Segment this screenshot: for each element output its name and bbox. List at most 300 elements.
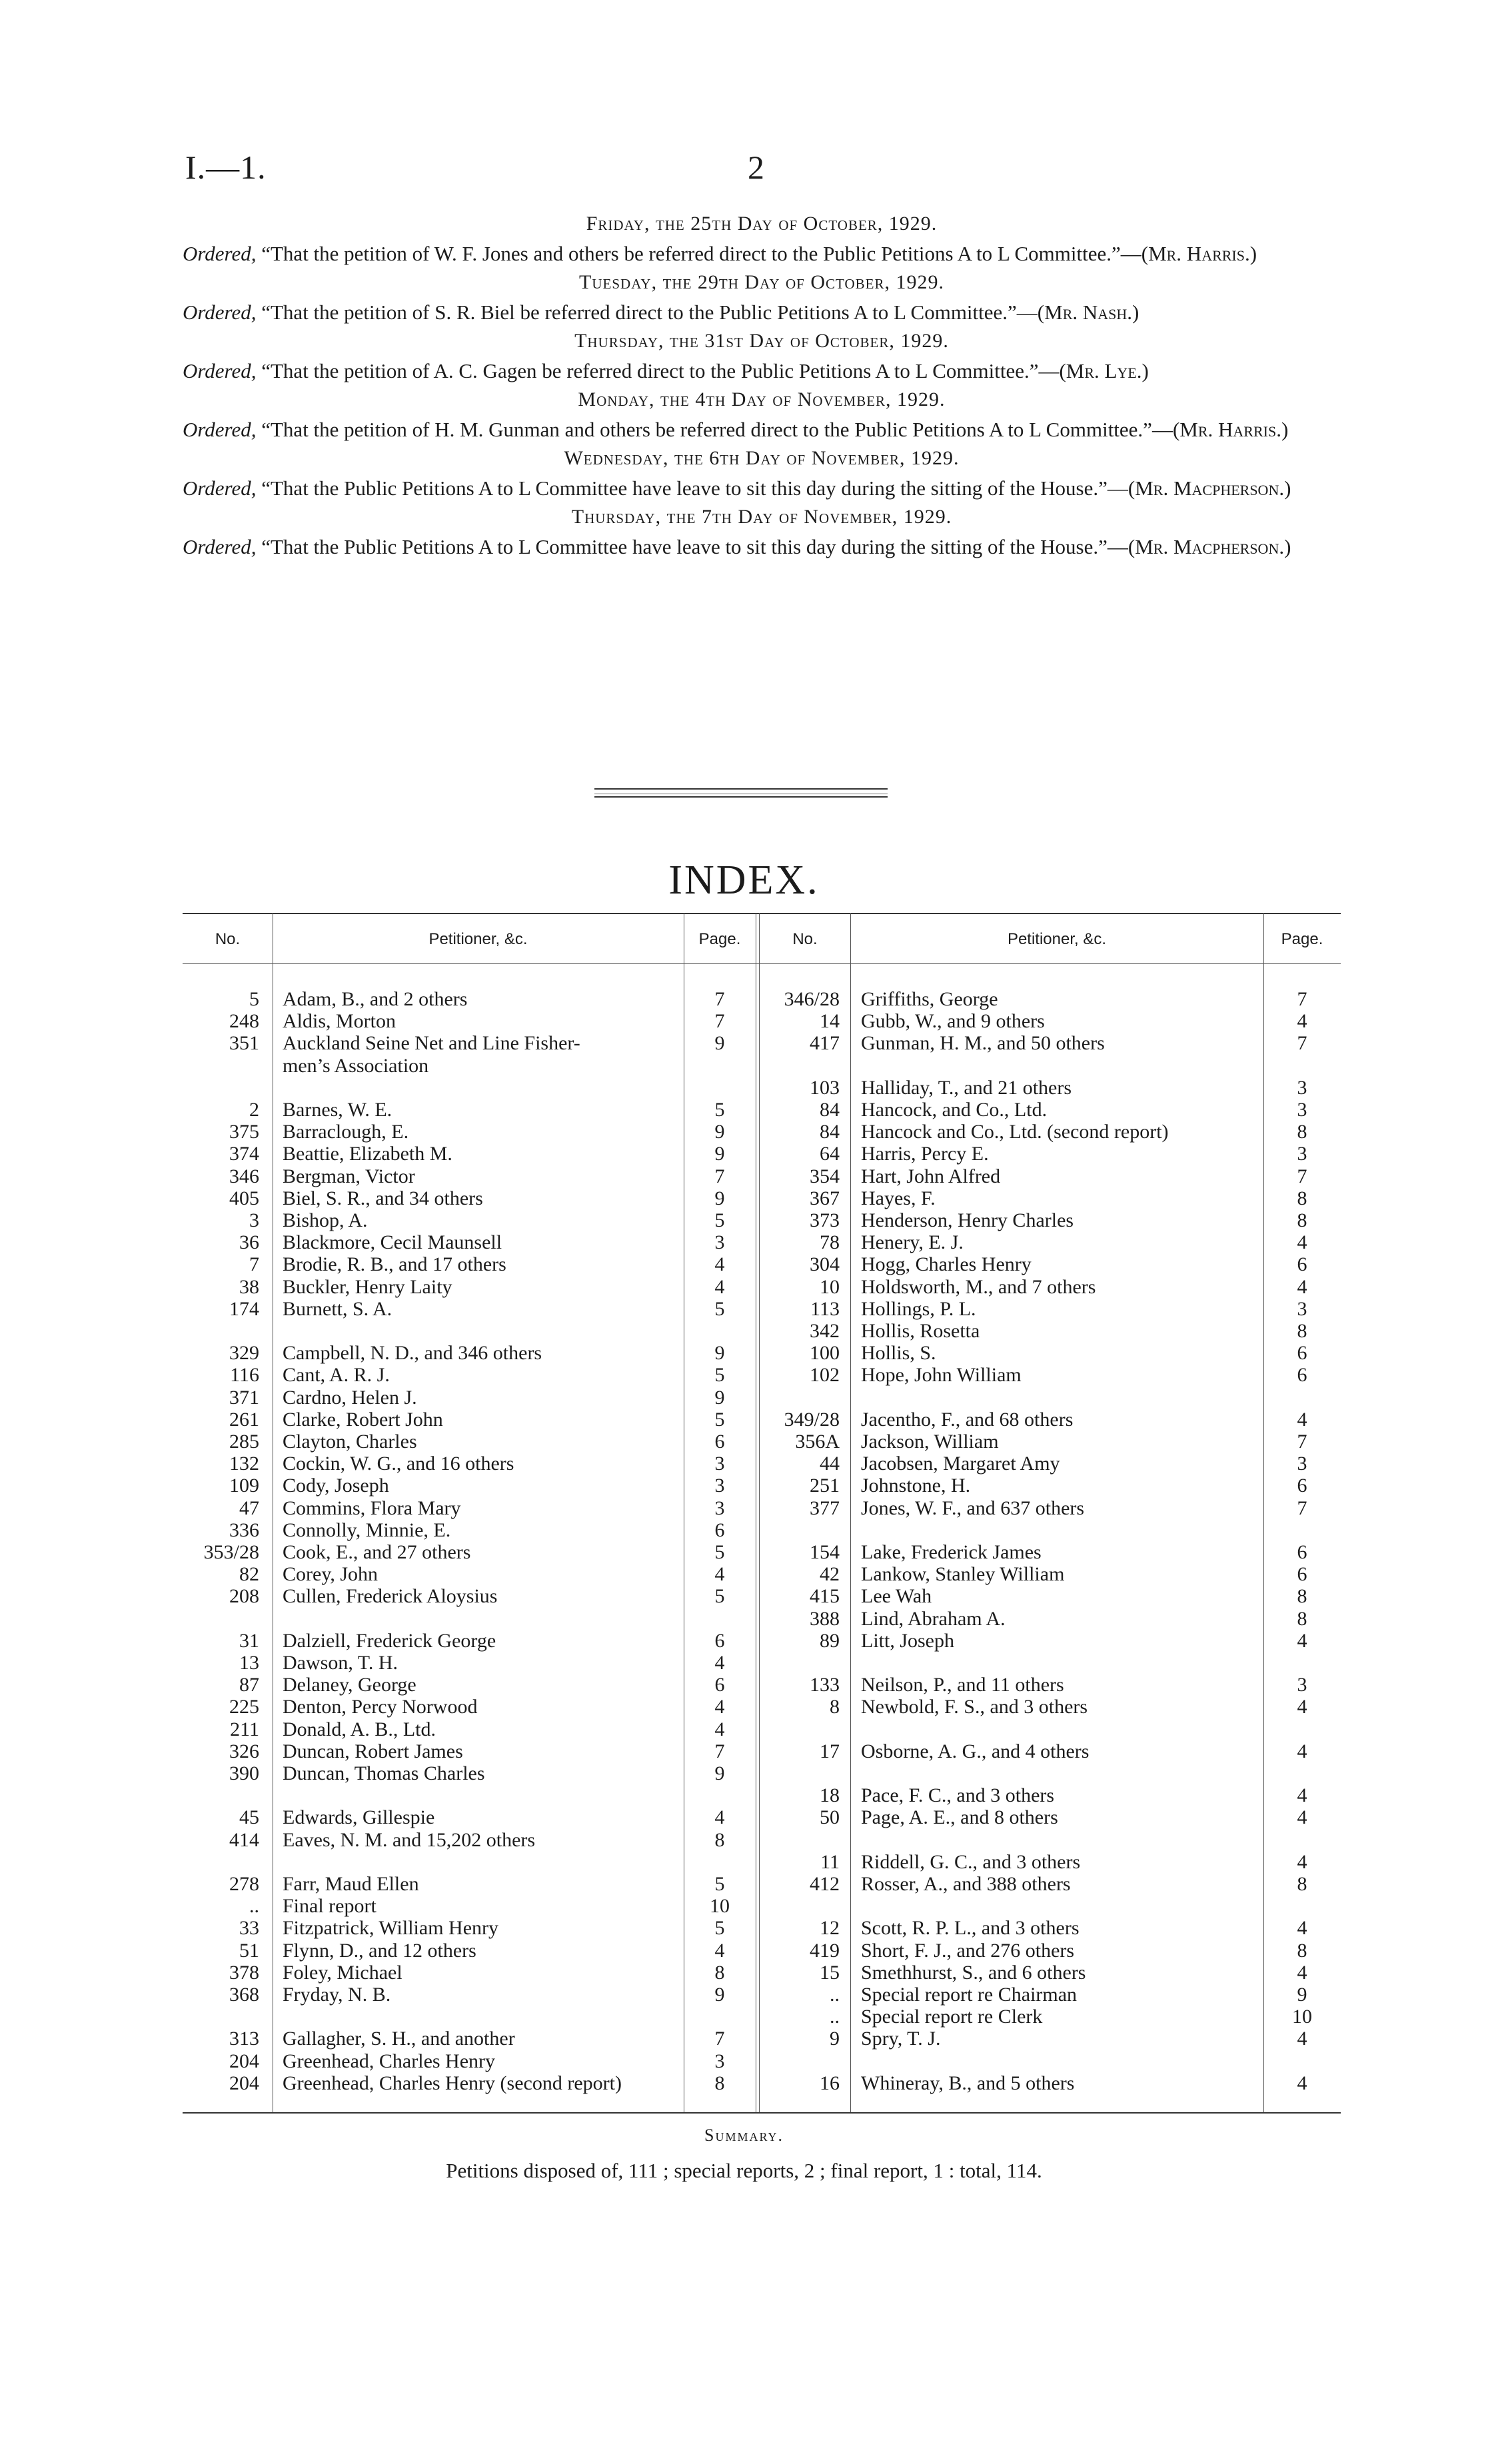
petitioner-name — [283, 1652, 676, 1674]
petitioner-name-text: Edwards, Gillespie — [283, 1806, 435, 1829]
petitioner-name-text: Special report re Clerk — [861, 2006, 1043, 2028]
petitioner-name-text: Adam, B., and 2 others — [283, 988, 468, 1010]
petition-number: 84 — [820, 1121, 840, 1143]
table-row — [183, 1475, 1341, 1497]
petition-number: 44 — [820, 1453, 840, 1475]
order-body: “That the petition of A. C. Gagen be referred direct to the Public Petitions A to L Committee.”—( — [256, 359, 1066, 382]
order-entry — [183, 388, 1341, 441]
page-reference: 6 — [1297, 1563, 1307, 1586]
page-reference: 3 — [714, 1231, 725, 1254]
petitioner-name-text: Donald, A. B., Ltd. — [283, 1718, 436, 1740]
petitioner-name-text: Gubb, W., and 9 others — [861, 1010, 1045, 1033]
petitioner-name-text: Johnstone, H. — [861, 1475, 971, 1497]
table-row — [183, 1209, 1341, 1231]
page-reference: 3 — [714, 1453, 725, 1475]
page-reference: 6 — [714, 1431, 725, 1453]
order-body: “That the Public Petitions A to L Committee have leave to sit this day during the sitting of the House.”—( — [256, 535, 1135, 558]
petition-number: 154 — [810, 1541, 840, 1563]
header-page-right: Page. — [1281, 930, 1323, 948]
page-reference: 9 — [714, 1386, 725, 1409]
petitioner-name — [283, 2050, 676, 2072]
table-row — [183, 1121, 1341, 1143]
petition-number: 64 — [820, 1143, 840, 1165]
petitioner-name-text: Blackmore, Cecil Maunsell — [283, 1231, 502, 1254]
page-reference: 7 — [1297, 1497, 1307, 1519]
order-mover: Mr. Macpherson — [1135, 535, 1279, 558]
page-reference: 4 — [714, 1253, 725, 1276]
petitioner-name — [861, 1940, 1254, 1962]
page-reference: 4 — [1297, 1629, 1307, 1652]
petitioner-name — [861, 1851, 1254, 1873]
order-body: “That the petition of W. F. Jones and others be referred direct to the Public Petitions A to L Committee.”—( — [256, 242, 1149, 265]
order-entry — [183, 271, 1341, 324]
page-reference: 8 — [1297, 1607, 1307, 1630]
petition-number: 45 — [239, 1806, 259, 1829]
petitioner-name-text: Riddell, G. C., and 3 others — [861, 1850, 1081, 1873]
petition-number: 251 — [810, 1475, 840, 1497]
petitioner-name-text: Newbold, F. S., and 3 others — [861, 1696, 1088, 1718]
petition-number: 89 — [820, 1629, 840, 1652]
order-date: Tuesday, the 29th Day of October, 1929. — [579, 271, 944, 293]
petition-number: 14 — [820, 1010, 840, 1033]
table-row — [183, 1895, 1341, 1917]
page-reference: 5 — [714, 1917, 725, 1940]
petitioner-name-text: Gunman, H. M., and 50 others — [861, 1032, 1105, 1055]
table-row — [183, 1784, 1341, 1806]
table-row — [183, 1940, 1341, 1962]
table-row — [183, 1431, 1341, 1453]
petition-number: 375 — [229, 1121, 259, 1143]
orders-section — [183, 212, 1341, 564]
petitioner-name-text: Harris, Percy E. — [861, 1143, 989, 1165]
petition-number: 113 — [810, 1297, 840, 1320]
page-reference: 4 — [714, 1696, 725, 1718]
petitioner-name — [861, 1740, 1254, 1762]
table-row — [183, 1984, 1341, 2006]
petitioner-name-text: Jones, W. F., and 637 others — [861, 1497, 1085, 1519]
table-row — [183, 1253, 1341, 1275]
page-reference: 9 — [714, 1984, 725, 2006]
petition-number: 329 — [229, 1342, 259, 1365]
petition-number: 42 — [820, 1563, 840, 1586]
page-reference: 7 — [1297, 1165, 1307, 1187]
page-reference: 10 — [1292, 2006, 1312, 2028]
table-row — [183, 2050, 1341, 2072]
petition-number: 204 — [229, 2050, 259, 2072]
petitioner-name-text: Pace, F. C., and 3 others — [861, 1784, 1055, 1807]
order-entry — [183, 212, 1341, 265]
petitioner-name — [861, 1165, 1254, 1187]
order-text — [183, 535, 1341, 558]
petitioner-name-text: Hollings, P. L. — [861, 1297, 976, 1320]
petitioner-name-text: Dawson, T. H. — [283, 1652, 398, 1674]
petition-number: 367 — [810, 1187, 840, 1209]
petitioner-name-text: Farr, Maud Ellen — [283, 1873, 419, 1895]
petition-number: 2 — [249, 1099, 259, 1121]
page-reference: 8 — [1297, 1320, 1307, 1342]
petitioner-name-text: Lankow, Stanley William — [861, 1563, 1065, 1586]
petition-number: 377 — [810, 1497, 840, 1519]
table-row — [183, 1696, 1341, 1718]
petitioner-name — [861, 2072, 1254, 2094]
petitioner-name-text: Jackson, William — [861, 1431, 999, 1453]
petitioner-name-text: Cullen, Frederick Aloysius — [283, 1585, 498, 1608]
page-reference: 8 — [1297, 1121, 1307, 1143]
petitioner-name-text: Denton, Percy Norwood — [283, 1696, 478, 1718]
petition-number: 211 — [230, 1718, 259, 1740]
petitioner-name-text: Fryday, N. B. — [283, 1984, 391, 2006]
petitioner-name-text: Henery, E. J. — [861, 1231, 964, 1254]
petition-number: 13 — [239, 1652, 259, 1674]
page-reference: 5 — [714, 1297, 725, 1320]
petitioner-name — [861, 1276, 1254, 1298]
page-reference: 9 — [1297, 1984, 1307, 2006]
petition-number: 36 — [239, 1231, 259, 1254]
page-reference: 5 — [714, 1099, 725, 1121]
page-reference: 3 — [1297, 1143, 1307, 1165]
page-reference: 3 — [714, 2050, 725, 2072]
page-reference: 5 — [714, 1873, 725, 1895]
table-row — [183, 1563, 1341, 1585]
petitioner-name — [861, 1873, 1254, 1895]
page-reference: 8 — [1297, 1873, 1307, 1895]
petitioner-name-text: Barraclough, E. — [283, 1121, 409, 1143]
table-row — [183, 1055, 1341, 1077]
order-date: Thursday, the 31st Day of October, 1929. — [574, 330, 949, 352]
petition-number: 278 — [229, 1873, 259, 1895]
petitioner-name — [861, 1608, 1254, 1630]
petition-number: 248 — [229, 1010, 259, 1033]
petitioner-name-text: Auckland Seine Net and Line Fisher- — [283, 1032, 580, 1055]
table-row — [183, 1585, 1341, 1607]
petition-number: 415 — [810, 1585, 840, 1608]
table-row — [183, 1718, 1341, 1740]
petitioner-name — [861, 1917, 1254, 1939]
page-reference: 4 — [714, 1652, 725, 1674]
petition-number: 353/28 — [203, 1541, 259, 1563]
petitioner-name-text: Fitzpatrick, William Henry — [283, 1917, 498, 1940]
petitioner-name-text: Hope, John William — [861, 1364, 1022, 1387]
petition-number: 103 — [810, 1076, 840, 1099]
page-reference: 4 — [1297, 1010, 1307, 1033]
petitioner-name — [861, 1099, 1254, 1121]
petitioner-name — [861, 1453, 1254, 1475]
summary-text: Petitions disposed of, 111 ; special reports, 2 ; final report, 1 : total, 114. — [446, 2159, 1042, 2182]
petition-number: 87 — [239, 1674, 259, 1696]
petitioner-name — [283, 1055, 676, 1077]
order-text — [183, 242, 1341, 265]
page-reference: 5 — [714, 1209, 725, 1231]
petition-number: 84 — [820, 1099, 840, 1121]
page-reference: 3 — [1297, 1099, 1307, 1121]
petitioner-name — [861, 1320, 1254, 1342]
petition-number: 33 — [239, 1917, 259, 1940]
order-mover: Mr. Harris — [1148, 242, 1245, 265]
petition-number: 38 — [239, 1275, 259, 1298]
petitioner-name — [861, 1784, 1254, 1806]
page-reference: 8 — [714, 1961, 725, 1984]
petitioner-name — [861, 1563, 1254, 1585]
table-row — [183, 1762, 1341, 1784]
page-reference: 3 — [714, 1497, 725, 1519]
petitioner-name-text: Cook, E., and 27 others — [283, 1541, 471, 1563]
petition-number: 174 — [229, 1297, 259, 1320]
petitioner-name — [861, 1541, 1254, 1563]
table-row — [183, 1917, 1341, 1939]
petition-number: 208 — [229, 1585, 259, 1608]
order-close: .) — [1279, 535, 1291, 558]
petition-number: 313 — [229, 2028, 259, 2050]
page-reference: 4 — [714, 1939, 725, 1962]
page-reference: 6 — [1297, 1342, 1307, 1365]
index-table — [183, 913, 1341, 2119]
table-row — [183, 1630, 1341, 1652]
order-entry — [183, 329, 1341, 382]
petition-number: 342 — [810, 1320, 840, 1342]
petitioner-name-text: Greenhead, Charles Henry — [283, 2050, 496, 2072]
petition-number: 16 — [820, 2072, 840, 2094]
table-row — [183, 1387, 1341, 1409]
order-body: “That the Public Petitions A to L Committee have leave to sit this day during the sitting of the House.”—( — [256, 476, 1135, 500]
page-reference: 6 — [1297, 1541, 1307, 1563]
page-reference: 5 — [714, 1408, 725, 1431]
page-reference: 9 — [714, 1342, 725, 1365]
header-petitioner-left: Petitioner, &c. — [428, 930, 528, 948]
petitioner-name-text: Connolly, Minnie, E. — [283, 1519, 451, 1541]
page-reference: 6 — [1297, 1253, 1307, 1276]
petitioner-name-text: Delaney, George — [283, 1674, 416, 1696]
order-body: “That the petition of S. R. Biel be referred direct to the Public Petitions A to L Committee.”—( — [256, 301, 1045, 324]
page-reference: 4 — [1297, 1850, 1307, 1873]
page-reference: 9 — [714, 1762, 725, 1784]
petitioner-name-text: Lee Wah — [861, 1585, 932, 1608]
order-close: .) — [1136, 359, 1149, 382]
petitioner-name-text: Burnett, S. A. — [283, 1297, 392, 1320]
table-row — [183, 1652, 1341, 1674]
table-row — [183, 1497, 1341, 1519]
order-text — [183, 301, 1341, 324]
petitioner-name — [861, 2028, 1254, 2050]
petition-number: 346 — [229, 1165, 259, 1187]
table-row — [183, 1608, 1341, 1630]
petitioner-name-text: Brodie, R. B., and 17 others — [283, 1253, 506, 1276]
page-reference: 6 — [714, 1674, 725, 1696]
petitioner-name-text: Hancock and Co., Ltd. (second report) — [861, 1121, 1169, 1143]
petitioner-name-text: Osborne, A. G., and 4 others — [861, 1740, 1090, 1762]
page-reference: 10 — [710, 1895, 730, 1918]
petitioner-name-text: Short, F. J., and 276 others — [861, 1939, 1075, 1962]
page-reference: 5 — [714, 1541, 725, 1563]
petitioner-name-text: Lind, Abraham A. — [861, 1607, 1006, 1630]
petition-number: 390 — [229, 1762, 259, 1784]
order-ordered-word: Ordered, — [183, 359, 257, 382]
petitioner-name — [861, 1209, 1254, 1231]
petition-number: 417 — [810, 1032, 840, 1055]
petitioner-name — [861, 1077, 1254, 1099]
petition-number: 133 — [810, 1674, 840, 1696]
page-reference: 7 — [1297, 1032, 1307, 1055]
petitioner-name — [283, 1829, 676, 1851]
petitioner-name-text: Special report re Chairman — [861, 1984, 1078, 2006]
petitioner-name-text: Lake, Frederick James — [861, 1541, 1042, 1563]
petition-number: 8 — [830, 1696, 840, 1718]
petition-number: 109 — [229, 1475, 259, 1497]
petitioner-name-text: Halliday, T., and 21 others — [861, 1076, 1072, 1099]
petitioner-name — [861, 1231, 1254, 1253]
order-ordered-word: Ordered, — [183, 301, 257, 324]
order-close: .) — [1127, 301, 1139, 324]
page-reference: 9 — [714, 1187, 725, 1209]
table-row — [183, 1032, 1341, 1054]
petition-number: .. — [830, 1984, 840, 2006]
petitioner-name-text: Duncan, Thomas Charles — [283, 1762, 485, 1784]
page-reference: 8 — [1297, 1209, 1307, 1231]
table-bottom-rule — [183, 2112, 1341, 2114]
page-reference: 9 — [714, 1143, 725, 1165]
petition-number: 378 — [229, 1961, 259, 1984]
table-row — [183, 1541, 1341, 1563]
petitioner-name — [861, 1032, 1254, 1054]
index-title: INDEX. — [668, 858, 820, 903]
petition-number: 116 — [230, 1364, 259, 1387]
table-row — [183, 1674, 1341, 1696]
page-reference: 4 — [1297, 1408, 1307, 1431]
petition-number: 18 — [820, 1784, 840, 1807]
petition-number: 5 — [249, 988, 259, 1010]
order-text — [183, 418, 1341, 441]
petition-number: 346/28 — [784, 988, 840, 1010]
petitioner-name-text: Bergman, Victor — [283, 1165, 415, 1187]
petitioner-name-text: Henderson, Henry Charles — [861, 1209, 1074, 1231]
table-row — [183, 1851, 1341, 1873]
petitioner-name-text: Spry, T. J. — [861, 2028, 941, 2050]
order-ordered-word: Ordered, — [183, 476, 257, 500]
table-row — [183, 1342, 1341, 1364]
petitioner-name-text: Cardno, Helen J. — [283, 1386, 417, 1409]
petition-number: 368 — [229, 1984, 259, 2006]
petitioner-name-text: Eaves, N. M. and 15,202 others — [283, 1828, 536, 1851]
order-text — [183, 476, 1341, 500]
order-mover: Mr. Nash — [1044, 301, 1127, 324]
order-body: “That the petition of H. M. Gunman and others be referred direct to the Public Petitions A to L Committee.”—( — [256, 418, 1180, 441]
petitioner-name — [861, 1010, 1254, 1032]
order-ordered-word: Ordered, — [183, 535, 257, 558]
order-ordered-word: Ordered, — [183, 242, 257, 265]
page-reference: 4 — [1297, 1917, 1307, 1940]
petition-number: 15 — [820, 1961, 840, 1984]
petitioner-name-text: Whineray, B., and 5 others — [861, 2072, 1075, 2094]
summary-title: Summary. — [704, 2126, 784, 2145]
page-number: 2 — [748, 149, 764, 186]
page-reference: 4 — [1297, 1740, 1307, 1762]
page-reference: 6 — [1297, 1364, 1307, 1387]
page-reference: 6 — [1297, 1475, 1307, 1497]
page-reference: 8 — [714, 2072, 725, 2094]
page-reference: 6 — [714, 1519, 725, 1541]
page-reference: 8 — [714, 1828, 725, 1851]
page-reference: 7 — [714, 988, 725, 1010]
petitioner-name-text: Griffiths, George — [861, 988, 998, 1010]
page-reference: 5 — [714, 1364, 725, 1387]
petition-number: 356A — [795, 1431, 840, 1453]
table-row — [183, 1740, 1341, 1762]
petition-number: 102 — [810, 1364, 840, 1387]
petitioner-name — [861, 1475, 1254, 1497]
petitioner-name — [861, 1962, 1254, 1984]
header-no-left: No. — [215, 930, 241, 948]
petitioner-name-text: Hart, John Alfred — [861, 1165, 1001, 1187]
page-reference: 7 — [1297, 988, 1307, 1010]
page-reference: 4 — [1297, 1961, 1307, 1984]
petition-number: 9 — [830, 2028, 840, 2050]
petitioner-name — [861, 1364, 1254, 1386]
petitioner-name — [861, 1696, 1254, 1718]
petitioner-name — [861, 1298, 1254, 1320]
section-divider — [594, 788, 888, 798]
table-row — [183, 1143, 1341, 1165]
petitioner-name-text: Clayton, Charles — [283, 1431, 417, 1453]
petition-number: 7 — [249, 1253, 259, 1276]
petitioner-name-text: Litt, Joseph — [861, 1629, 954, 1652]
petitioner-name — [861, 1630, 1254, 1652]
petition-number: 47 — [239, 1497, 259, 1519]
petitioner-name — [283, 1519, 676, 1541]
table-row — [183, 2028, 1341, 2050]
petition-number: 261 — [229, 1408, 259, 1431]
order-entry — [183, 505, 1341, 558]
petitioner-name-text: Cant, A. R. J. — [283, 1364, 390, 1387]
page-reference: 5 — [714, 1585, 725, 1608]
petition-number: 354 — [810, 1165, 840, 1187]
page-reference: 7 — [1297, 1431, 1307, 1453]
header-no-right: No. — [792, 930, 818, 948]
table-row — [183, 1077, 1341, 1099]
petitioner-name — [861, 1497, 1254, 1519]
petitioner-name — [861, 1121, 1254, 1143]
table-row — [183, 1320, 1341, 1342]
page-reference: 4 — [1297, 1231, 1307, 1254]
petitioner-name-text: Hollis, Rosetta — [861, 1320, 980, 1342]
petitioner-name-text: Scott, R. P. L., and 3 others — [861, 1917, 1080, 1940]
page-reference: 4 — [714, 1275, 725, 1298]
table-row — [183, 2006, 1341, 2028]
petition-number: 351 — [229, 1032, 259, 1055]
page-reference: 4 — [714, 1806, 725, 1829]
petitioner-name-text: Cockin, W. G., and 16 others — [283, 1453, 514, 1475]
petition-number: 100 — [810, 1342, 840, 1365]
petitioner-name — [861, 1806, 1254, 1828]
petition-number: .. — [249, 1895, 259, 1918]
table-row — [183, 1829, 1341, 1851]
page-reference: 4 — [1297, 1784, 1307, 1807]
petitioner-name — [861, 1585, 1254, 1607]
petitioner-name-text: Biel, S. R., and 34 others — [283, 1187, 483, 1209]
table-row — [183, 1962, 1341, 1984]
petitioner-name — [861, 1431, 1254, 1453]
petitioner-name-text: Buckler, Henry Laity — [283, 1275, 452, 1298]
petition-number: 414 — [229, 1828, 259, 1851]
petitioner-name-text: Foley, Michael — [283, 1961, 402, 1984]
petitioner-name-text: Cody, Joseph — [283, 1475, 389, 1497]
page-reference: 4 — [714, 1563, 725, 1586]
petition-number: 419 — [810, 1939, 840, 1962]
petitioner-name — [861, 1187, 1254, 1209]
petitioner-name-text: Barnes, W. E. — [283, 1099, 392, 1121]
petitioner-name-text: Holdsworth, M., and 7 others — [861, 1275, 1096, 1298]
petition-number: 412 — [810, 1873, 840, 1895]
petitioner-name — [283, 1387, 676, 1409]
petition-number: 225 — [229, 1696, 259, 1718]
